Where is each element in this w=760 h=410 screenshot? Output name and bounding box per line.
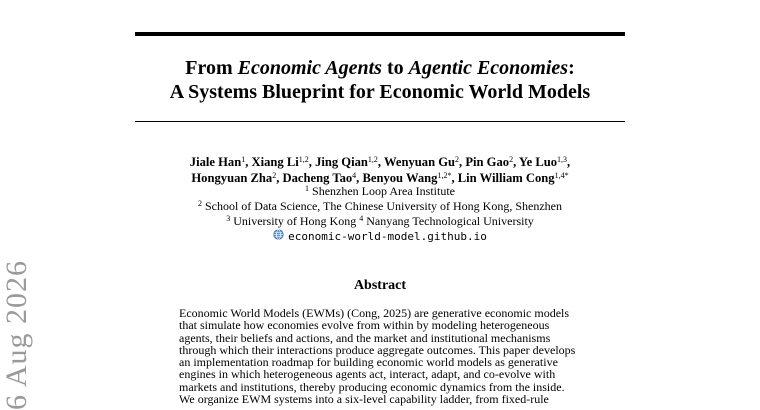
abstract-line: that simulate how economies evolve from within by modeling heterogeneous xyxy=(179,318,550,333)
abstract-line: markets and institutions, thereby producing economic dynamics from the inside. xyxy=(179,379,565,394)
project-link-text: economic-world-model.github.io xyxy=(288,229,487,243)
author: Hongyuan Zha xyxy=(191,171,273,185)
abstract-line: agents, their beliefs and actions, and the market and institutional mechanisms xyxy=(179,330,551,345)
abstract-line: Economic World Models (EWMs) (Cong, 2025) are generative economic models xyxy=(179,306,570,320)
affiliation-2: $^2$ School of Data Science, The Chinese University of Hong Kong, Shenzhen xyxy=(197,199,563,213)
abstract-line: engines in which heterogeneous agents act, interact, adapt, and co-evolve with xyxy=(179,367,556,382)
author: Ye Luo xyxy=(518,155,558,169)
author: Pin Gao xyxy=(465,155,510,169)
author-affiliation-mark: 2 xyxy=(455,155,460,164)
author-affiliation-mark: 2 xyxy=(509,155,514,164)
project-link[interactable] xyxy=(273,229,487,244)
author-affiliation-mark: 1,4* xyxy=(554,171,569,180)
author-affiliation-mark: 1,3 xyxy=(557,155,568,164)
authors-line-1: Jiale Han$^1$, Xiang Li$^{1,2}$, Jing Qian$^{1,2}$, Wenyuan Gu$^2$, Pin Gao$^2$, Ye Luo$^{1,3}$, xyxy=(189,155,571,169)
author: Lin William Cong xyxy=(457,171,555,185)
title-line-2: A Systems Blueprint for Economic World Models xyxy=(169,81,591,103)
author: Dacheng Tao xyxy=(282,171,353,185)
author: Jiale Han xyxy=(189,155,242,169)
abstract-heading: Abstract xyxy=(353,278,407,293)
paper-title xyxy=(120,56,640,104)
abstract-line: an implementation roadmap for building economic world models as generative xyxy=(179,355,558,370)
author: Jing Qian xyxy=(315,155,368,169)
author: Benyou Wang xyxy=(362,171,438,185)
abstract-line: through which their interactions produce aggregate outcomes. This paper develops xyxy=(179,342,576,357)
globe-icon xyxy=(273,229,284,244)
author: Wenyuan Gu xyxy=(383,155,456,169)
author-affiliation-mark: 2 xyxy=(272,171,277,180)
affiliation-1: $^1$ Shenzhen Loop Area Institute xyxy=(305,184,455,198)
author: Xiang Li xyxy=(251,155,299,169)
title-bottom-rule xyxy=(135,121,625,122)
affiliation-3-4: $^3$ University of Hong Kong $^4$ Nanyang Technological University xyxy=(226,214,534,228)
project-link-row xyxy=(150,229,610,244)
arxiv-sidebar-stamp: 6 Aug 2026 xyxy=(0,259,33,410)
author-list xyxy=(150,154,610,186)
author-affiliation-mark: 4 xyxy=(352,171,357,180)
author-affiliation-mark: 1 xyxy=(241,155,246,164)
title-line-1: From Economic Agents to Agentic Economies: xyxy=(185,57,575,79)
author-affiliation-mark: 1,2 xyxy=(367,155,378,164)
abstract-line: We organize EWM systems into a six-level capability ladder, from fixed-rule xyxy=(179,392,549,407)
abstract-body xyxy=(179,307,582,405)
author-affiliation-mark: 1,2 xyxy=(298,155,309,164)
title-top-rule xyxy=(135,32,625,36)
author-affiliation-mark: 1,2* xyxy=(437,171,452,180)
authors-line-2: Hongyuan Zha$^2$, Dacheng Tao$^4$, Benyou Wang$^{1,2*}$, Lin William Cong$^{1,4*}$ xyxy=(191,171,569,185)
